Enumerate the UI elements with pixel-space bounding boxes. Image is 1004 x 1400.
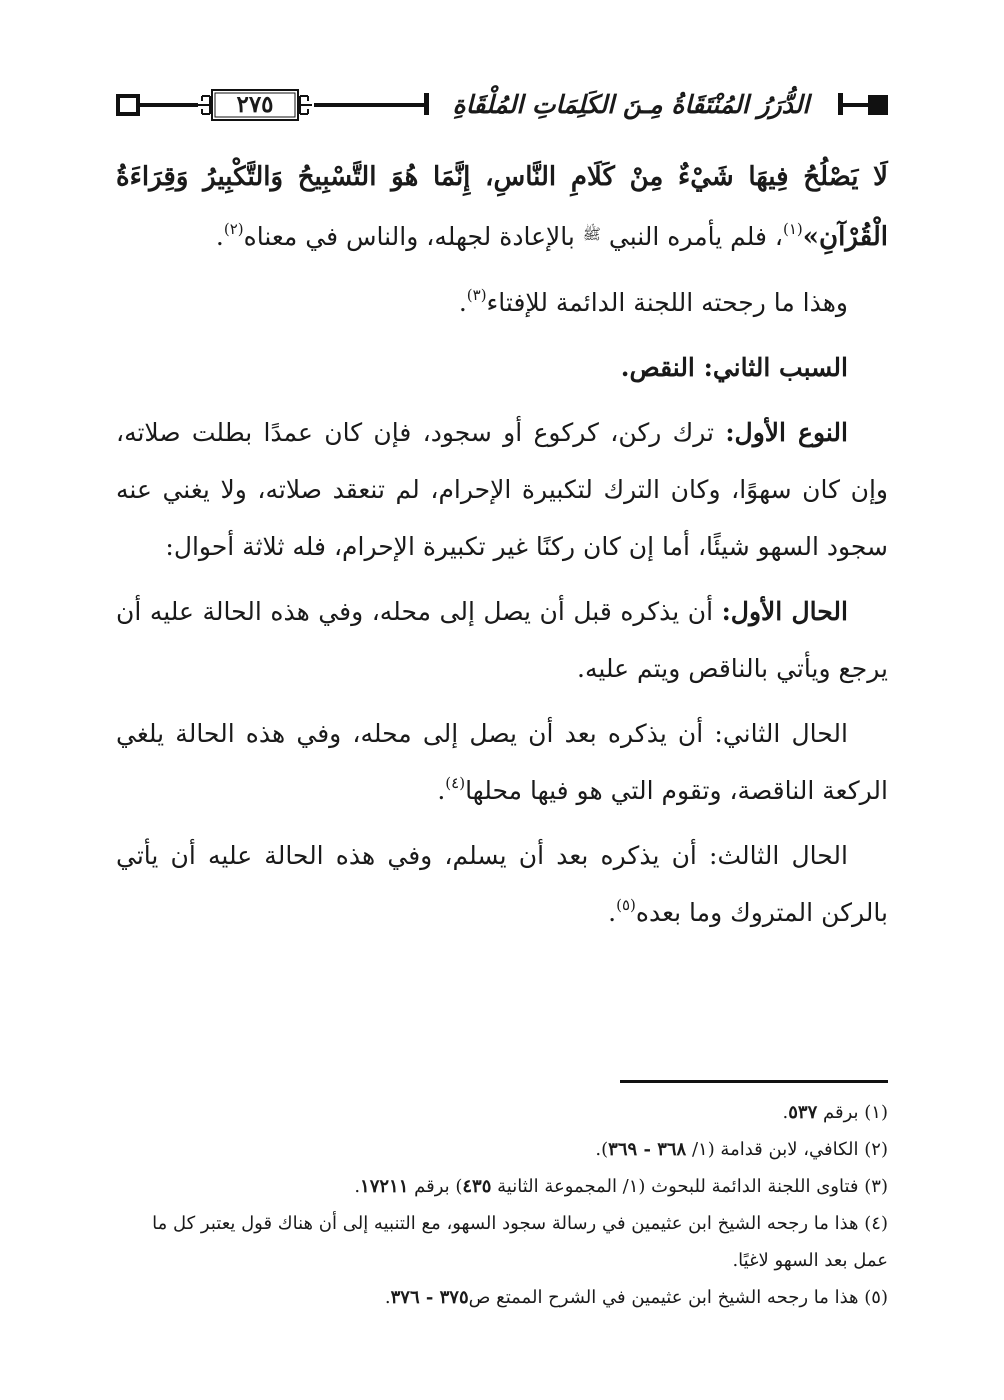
footnotes (116, 1094, 888, 1316)
footnote-mark: (١) (864, 1102, 888, 1123)
footnote-text: الكافي، لابن قدامة (١/ (686, 1139, 859, 1160)
footnote-mark: (٤) (864, 1213, 888, 1234)
footnote-text: ) برقم (408, 1176, 463, 1197)
paragraph-end: . (458, 288, 467, 317)
footnote-ref-5[interactable]: (٥) (616, 896, 636, 914)
footnote-number: ٥٣٧ (788, 1102, 818, 1123)
paragraph-text: الحال الثالث: أن يذكره بعد أن يسلم، وفي هذه الحالة عليه أن يأتي بالركن المتروك وما بعده (116, 841, 888, 927)
paragraph-case-two (116, 705, 888, 819)
footnote-text: فتاوى اللجنة الدائمة للبحوث (١/ المجموعة الثانية (491, 1176, 859, 1197)
footnote-ref-3[interactable]: (٣) (466, 286, 487, 304)
paragraph-text: أن يذكره قبل أن يصل إلى محله، وفي هذه الحالة عليه أن يرجع ويأتي بالناقص ويتم عليه. (116, 597, 888, 683)
header-middle-rule (314, 103, 424, 107)
paragraph-end: . (437, 776, 446, 805)
header-right-rule (843, 103, 869, 107)
paragraph-text: بالإعادة لجهله، والناس في معناه (243, 222, 583, 251)
footnote-2 (116, 1131, 888, 1168)
salawat-symbol: ﷺ (582, 225, 601, 243)
paragraph-lead: الحال الأول: (721, 597, 848, 626)
footnote-end: ). (595, 1139, 609, 1160)
header-left-rule (140, 103, 198, 107)
footnote-number: ٣٦٨ - ٣٦٩ (608, 1139, 687, 1160)
footnote-text: برقم (817, 1102, 859, 1123)
footnote-5 (116, 1279, 888, 1316)
footnote-end: . (354, 1176, 361, 1197)
footnote-end: . (782, 1102, 789, 1123)
page-header (116, 84, 888, 126)
footnote-mark: (٥) (864, 1287, 888, 1308)
paragraph-hadith-quote (116, 148, 888, 266)
section-heading: السبب الثاني: النقص. (620, 353, 848, 382)
hadith-quote: لَا يَصْلُحُ فِيهَا شَيْءٌ مِنْ كَلَامِ النَّاسِ، إِنَّمَا هُوَ التَّسْبِيحُ وَالتَّكْبِيرُ وَقِرَاءَةُ الْقُرْآنِ» (116, 162, 888, 252)
footnote-3 (116, 1168, 888, 1205)
paragraph-lead: النوع الأول: (725, 418, 848, 447)
paragraph-end: . (608, 898, 617, 927)
paragraph-end: . (215, 222, 224, 251)
paragraph-text: الحال الثاني: أن يذكره بعد أن يصل إلى محله، وفي هذه الحالة يلغي الركعة الناقصة، وتقوم التي هو فيها محلها (116, 719, 888, 805)
paragraph-text: وهذا ما رجحته اللجنة الدائمة للإفتاء (486, 288, 848, 317)
running-title: الدُّرَرُ المُنْتَقَاةُ مِـنَ الكَلِمَاتِ المُلْقَاةِ (452, 90, 810, 119)
paragraph-type-one (116, 404, 888, 575)
main-text (116, 148, 888, 941)
paragraph-case-one (116, 583, 888, 697)
paragraph-case-three (116, 827, 888, 941)
footnote-ref-4[interactable]: (٤) (445, 774, 466, 792)
footnote-mark: (٢) (864, 1139, 888, 1160)
footnote-1 (116, 1094, 888, 1131)
footnote-ref-2[interactable]: (٢) (223, 220, 244, 238)
paragraph-text: ترك ركن، كركوع أو سجود، فإن كان عمدًا بطلت صلاته، وإن كان سهوًا، وكان الترك لتكبيرة الإحرام، لم تنعقد صلاته، ولا يغني عنه سجود السهو شيئًا، أما إن كان ركنًا غير تكبيرة الإحرام، فله ثلاثة أحوال: (116, 418, 888, 561)
paragraph-text: ، فلم يأمره النبي (600, 222, 783, 251)
footnote-end: . (384, 1287, 391, 1308)
footnote-separator (620, 1080, 888, 1083)
header-left-square-ornament (116, 94, 140, 116)
footnote-text: هذا ما رجحه الشيخ ابن عثيمين في رسالة سجود السهو، مع التنبيه إلى أن هناك قول يعتبر كل ما عمل بعد السهو لاغيًا. (152, 1213, 888, 1271)
paragraph-committee (116, 274, 888, 331)
footnote-number: ١٧٢١١ (360, 1176, 409, 1197)
footnote-text: هذا ما رجحه الشيخ ابن عثيمين في الشرح الممتع ص (468, 1287, 859, 1308)
footnote-4 (116, 1205, 888, 1279)
page-number: ٢٧٥ (236, 91, 274, 118)
footnote-number: ٤٣٥ (462, 1176, 492, 1197)
footnote-number: ٣٧٥ - ٣٧٦ (390, 1287, 469, 1308)
header-right-square-ornament (868, 95, 888, 115)
page-number-frame (196, 86, 314, 124)
footnote-ref-1[interactable]: (١) (783, 220, 803, 238)
footnote-mark: (٣) (864, 1176, 888, 1197)
